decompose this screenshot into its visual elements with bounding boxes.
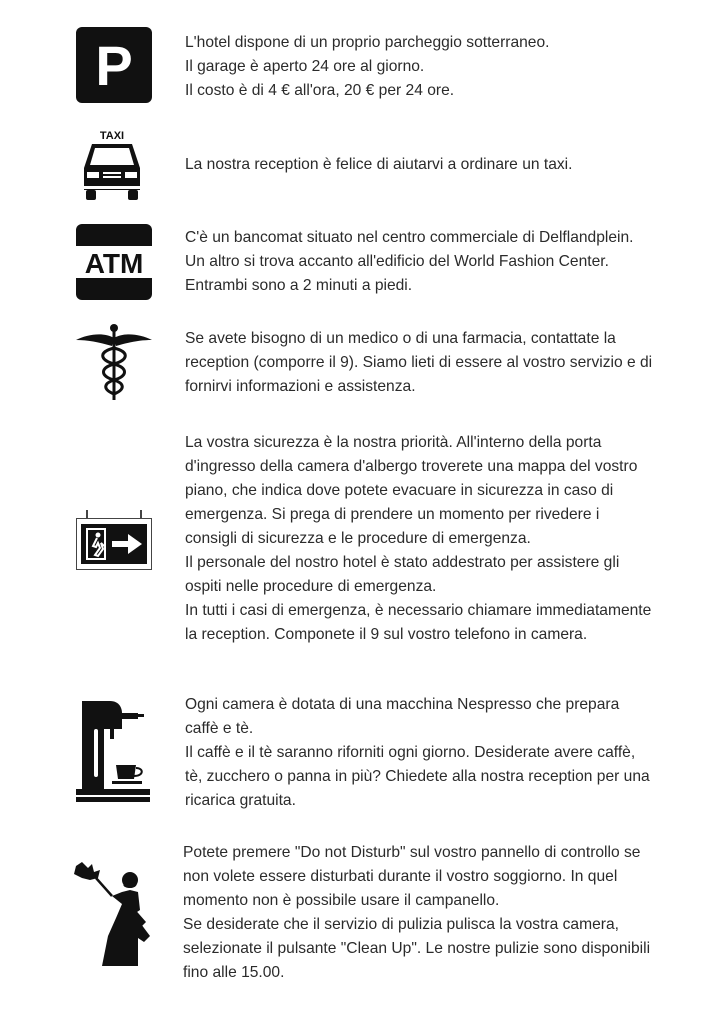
medical-line-1: Se avete bisogno di un medico o di una farmacia, contattate la reception (comporre il 9). Siamo lieti di essere al vostro servizio e di fornirvi informazioni e assistenza. xyxy=(185,330,653,395)
medical-text xyxy=(185,327,665,399)
taxi-icon xyxy=(78,128,146,202)
housekeeping-line-2: Se desiderate che il servizio di pulizia pulisca la vostra camera, selezionate il pulsante "Clean Up". Le nostre pulizie sono disponibili fino alle 15.00. xyxy=(183,916,651,981)
parking-icon xyxy=(76,27,152,103)
emergency-exit-icon xyxy=(76,510,152,572)
housekeeping-line-1: Potete premere "Do not Disturb" sul vostro pannello di controllo se non volete essere disturbati durante il vostro soggiorno. In quel momento non è possibile usare il campanello. xyxy=(183,844,641,909)
coffee-line-2: Il caffè e il tè saranno riforniti ogni giorno. Desiderate avere caffè, tè, zucchero o panna in più? Chiedete alla nostra reception per una ricarica gratuita. xyxy=(185,744,650,809)
caduceus-icon xyxy=(76,324,152,402)
parking-text xyxy=(185,31,665,103)
coffee-machine-icon xyxy=(76,701,154,803)
coffee-text xyxy=(185,693,655,813)
parking-line-3: Il costo è di 4 € all'ora, 20 € per 24 ore. xyxy=(185,82,455,99)
housekeeper-icon xyxy=(72,862,152,966)
safety-line-2: Il personale del nostro hotel è stato addestrato per assistere gli ospiti nelle procedure di emergenza. xyxy=(185,554,620,595)
safety-line-3: In tutti i casi di emergenza, è necessario chiamare immediatamente la reception. Componete il 9 sul vostro telefono in camera. xyxy=(185,602,652,643)
parking-line-2: Il garage è aperto 24 ore al giorno. xyxy=(185,58,425,75)
atm-icon xyxy=(76,224,152,300)
parking-icon-letter: P xyxy=(95,34,133,97)
parking-line-1: L'hotel dispone di un proprio parcheggio sotterraneo. xyxy=(185,34,550,51)
atm-line-1: C'è un bancomat situato nel centro commerciale di Delflandplein. Un altro si trova accanto all'edificio del World Fashion Center. Entrambi sono a 2 minuti a piedi. xyxy=(185,229,634,294)
taxi-icon-label: TAXI xyxy=(99,130,125,142)
safety-line-1: La vostra sicurezza è la nostra priorità. All'interno della porta d'ingresso della camera d'albergo troverete una mappa del vostro piano, che indica dove potete evacuare in sicurezza in caso di emergenza. Si prega di prendere un momento per rivedere i consigli di sicurezza e le procedure di emergenza. xyxy=(185,434,638,547)
taxi-line-1: La nostra reception è felice di aiutarvi a ordinare un taxi. xyxy=(185,156,573,173)
safety-text xyxy=(185,431,655,647)
housekeeping-text xyxy=(183,841,653,985)
atm-text xyxy=(185,226,655,298)
coffee-line-1: Ogni camera è dotata di una macchina Nespresso che prepara caffè e tè. xyxy=(185,696,620,737)
atm-icon-label: ATM xyxy=(84,248,144,279)
taxi-text xyxy=(185,153,665,177)
